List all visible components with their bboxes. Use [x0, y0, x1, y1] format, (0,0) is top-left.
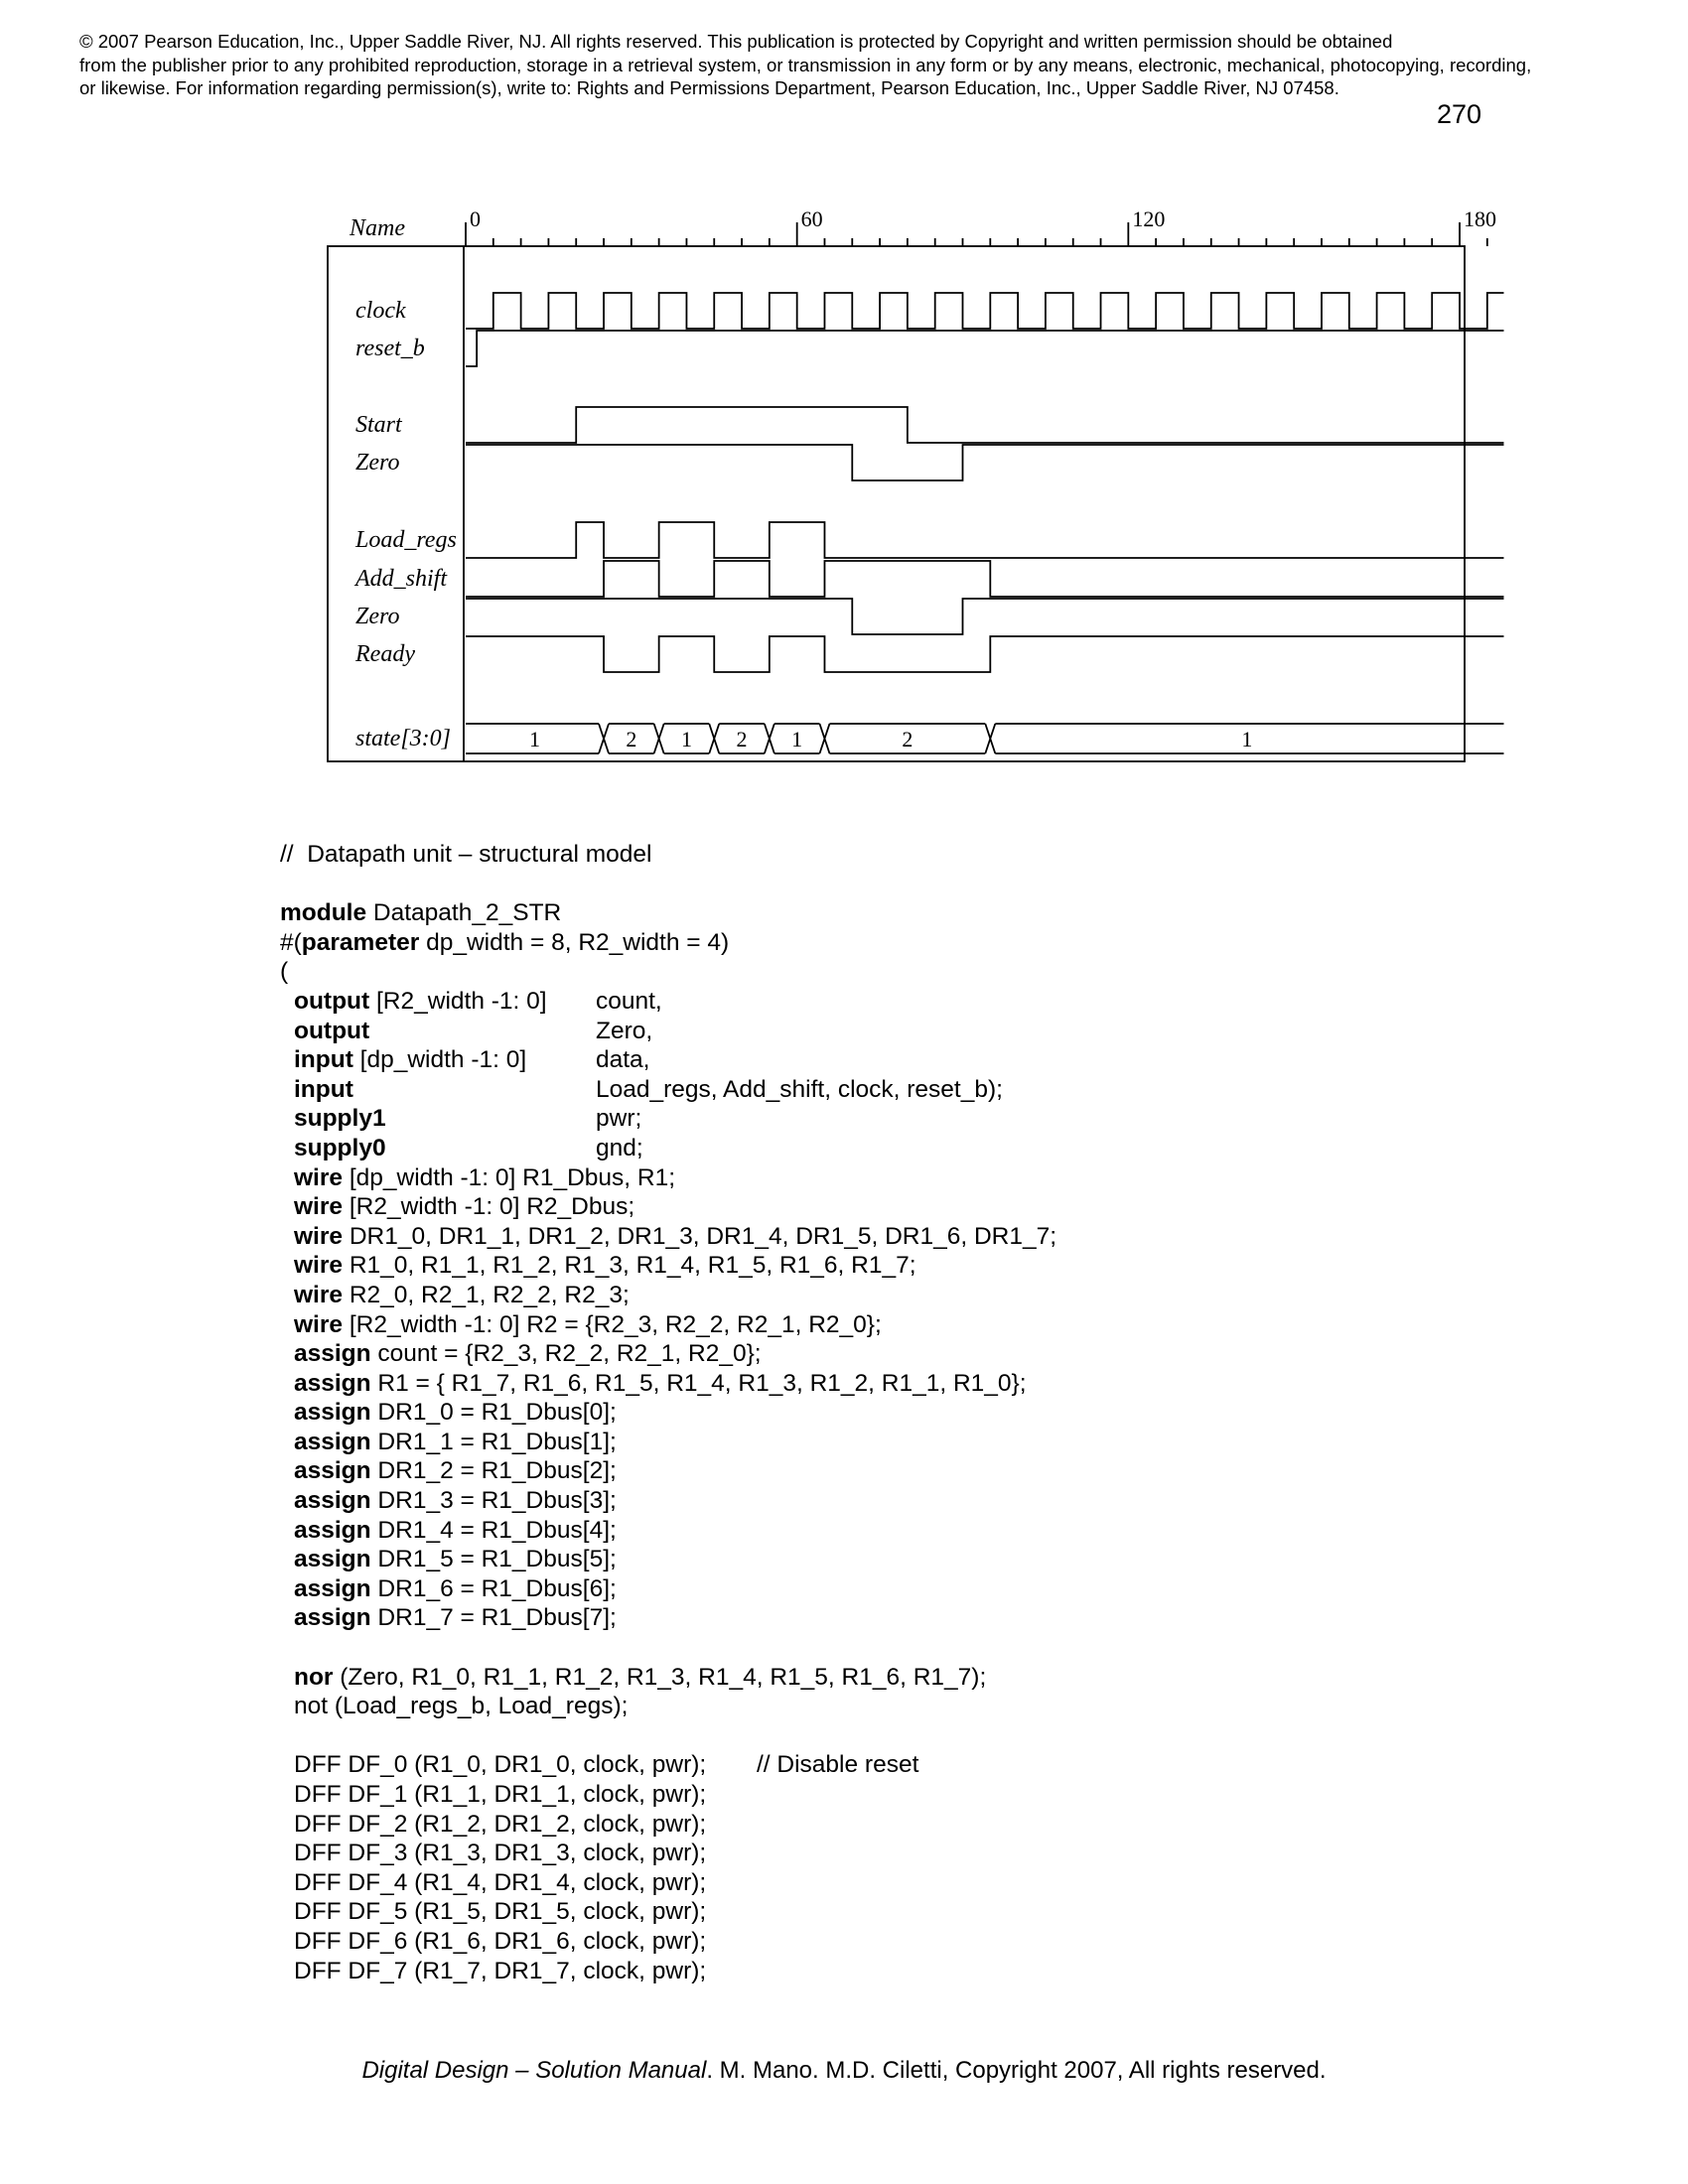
code-line-assign: assign R1 = { R1_7, R1_6, R1_5, R1_4, R1_3, R1_2, R1_1, R1_0}; — [294, 1369, 1027, 1397]
bus-transition — [709, 724, 719, 753]
bus-value-label: 1 — [680, 727, 692, 751]
copyright-line: © 2007 Pearson Education, Inc., Upper Saddle River, NJ. All rights reserved. This publication is protected by Copyright and written permission should be obtained — [79, 31, 1393, 52]
code-line-dff: DFF DF_5 (R1_5, DR1_5, clock, pwr); — [294, 1898, 707, 1926]
signal-waveform — [466, 599, 1503, 634]
signal-label: state[3:0] — [355, 726, 451, 751]
code-line-decl: wire [R2_width -1: 0] R2 = {R2_3, R2_2, R2_1, R2_0}; — [294, 1310, 882, 1338]
page-number: 270 — [1436, 99, 1481, 129]
code-line-module: module Datapath_2_STR — [280, 899, 562, 927]
copyright-notice — [79, 30, 1638, 100]
axis-tick-label: 0 — [470, 206, 481, 231]
code-line-assign: assign count = {R2_3, R2_2, R2_1, R2_0}; — [294, 1340, 762, 1368]
axis-tick-label: 180 — [1464, 206, 1496, 231]
bus-value-label: 2 — [736, 727, 748, 751]
code-line-decl: wire R1_0, R1_1, R1_2, R1_3, R1_4, R1_5, R1_6, R1_7; — [294, 1252, 916, 1280]
code-line-dff: DFF DF_4 (R1_4, DR1_4, clock, pwr); — [294, 1868, 707, 1896]
code-line-port: supply1 pwr; — [294, 1105, 642, 1133]
signal-waveform — [466, 522, 1503, 558]
bus-transition — [819, 724, 829, 753]
code-line-assign: assign DR1_2 = R1_Dbus[2]; — [294, 1457, 617, 1485]
code-line-assign: assign DR1_5 = R1_Dbus[5]; — [294, 1546, 617, 1573]
signal-label: reset_b — [355, 336, 425, 361]
code-line-assign: assign DR1_3 = R1_Dbus[3]; — [294, 1487, 617, 1515]
code-line-open-paren: ( — [280, 958, 289, 986]
clock-waveform — [466, 293, 1503, 329]
keyword: parameter — [301, 928, 420, 956]
bus-transition — [765, 724, 774, 753]
bus-value-label: 1 — [791, 727, 803, 751]
signal-waveform — [466, 636, 1503, 672]
book-title: Digital Design – Solution Manual — [361, 2057, 707, 2084]
code-line-parameter: #(parameter dp_width = 8, R2_width = 4) — [280, 928, 730, 956]
code-line-dff: DFF DF_3 (R1_3, DR1_3, clock, pwr); — [294, 1840, 707, 1867]
code-line-assign: assign DR1_0 = R1_Dbus[0]; — [294, 1399, 617, 1427]
code-line-assign: assign DR1_6 = R1_Dbus[6]; — [294, 1574, 617, 1602]
code-line-assign: assign DR1_1 = R1_Dbus[1]; — [294, 1428, 617, 1455]
verilog-code — [280, 840, 1056, 1985]
signal-waveform — [466, 561, 1503, 597]
code-line-port: output [R2_width -1: 0] count, — [294, 987, 662, 1015]
code-line-dff: DFF DF_7 (R1_7, DR1_7, clock, pwr); — [294, 1957, 707, 1984]
signal-waveform — [466, 407, 1503, 443]
code-line-decl: wire [dp_width -1: 0] R1_Dbus, R1; — [294, 1163, 676, 1191]
signal-label: Ready — [355, 641, 415, 667]
signal-waveform — [466, 445, 1503, 480]
code-line-dff: DFF DF_2 (R1_2, DR1_2, clock, pwr); — [294, 1810, 707, 1838]
code-line-port: output Zero, — [294, 1017, 653, 1044]
code-line-port: input Load_regs, Add_shift, clock, reset_b); — [294, 1075, 1003, 1103]
copyright-line: from the publisher prior to any prohibited reproduction, storage in a retrieval system, or transmission in any form or by any means, electronic, mechanical, photocopying, recording, — [79, 54, 1532, 75]
bus-value-label: 1 — [529, 727, 541, 751]
copyright-line: or likewise. For information regarding permission(s), write to: Rights and Permissions Department, Pearson Education, Inc., Upper Saddle River, NJ 07458. — [79, 77, 1339, 98]
timing-diagram — [328, 199, 1496, 774]
signal-label: Start — [355, 412, 402, 438]
bus-value-label: 2 — [902, 727, 914, 751]
axis-tick-label: 120 — [1132, 206, 1166, 231]
signal-label: Zero — [355, 604, 400, 629]
code-line-dff: DFF DF_6 (R1_6, DR1_6, clock, pwr); — [294, 1927, 707, 1955]
name-column-header: Name — [350, 215, 405, 241]
bus-value-label: 1 — [1241, 727, 1253, 751]
keyword: module — [280, 899, 367, 927]
axis-tick-label: 60 — [800, 206, 823, 231]
code-line-decl: wire [R2_width -1: 0] R2_Dbus; — [294, 1193, 635, 1221]
bus-waveform — [466, 724, 1503, 753]
code-line-port: supply0 gnd; — [294, 1134, 643, 1161]
code-line-nor: nor (Zero, R1_0, R1_1, R1_2, R1_3, R1_4, R1_5, R1_6, R1_7); — [294, 1663, 987, 1691]
code-line-assign: assign DR1_4 = R1_Dbus[4]; — [294, 1516, 617, 1544]
bus-value-label: 2 — [626, 727, 637, 751]
code-line-dff: DFF DF_1 (R1_1, DR1_1, clock, pwr); — [294, 1781, 707, 1808]
code-comment: // Disable reset — [757, 1751, 919, 1779]
footer-credits: . M. Mano. M.D. Ciletti, Copyright 2007, All rights reserved. — [706, 2057, 1327, 2084]
signal-waveform — [466, 331, 1503, 366]
code-line-decl: wire R2_0, R2_1, R2_2, R2_3; — [294, 1281, 630, 1308]
code-line-assign: assign DR1_7 = R1_Dbus[7]; — [294, 1604, 617, 1632]
bus-transition — [985, 724, 995, 753]
signal-label: Zero — [355, 450, 400, 476]
code-line-port: input [dp_width -1: 0] data, — [294, 1046, 650, 1074]
signal-label: clock — [355, 298, 406, 324]
code-line-decl: wire DR1_0, DR1_1, DR1_2, DR1_3, DR1_4, DR1_5, DR1_6, DR1_7; — [294, 1222, 1057, 1250]
code-line-dff: DFF DF_0 (R1_0, DR1_0, clock, pwr); // Disable reset — [294, 1751, 919, 1779]
bus-transition — [599, 724, 609, 753]
bus-transition — [654, 724, 664, 753]
page-footer — [0, 2057, 1688, 2085]
signal-label: Load_regs — [355, 527, 457, 553]
code-line-not: not (Load_regs_b, Load_regs); — [294, 1693, 629, 1720]
code-comment: // Datapath unit – structural model — [280, 841, 652, 868]
signal-label: Add_shift — [355, 566, 448, 592]
